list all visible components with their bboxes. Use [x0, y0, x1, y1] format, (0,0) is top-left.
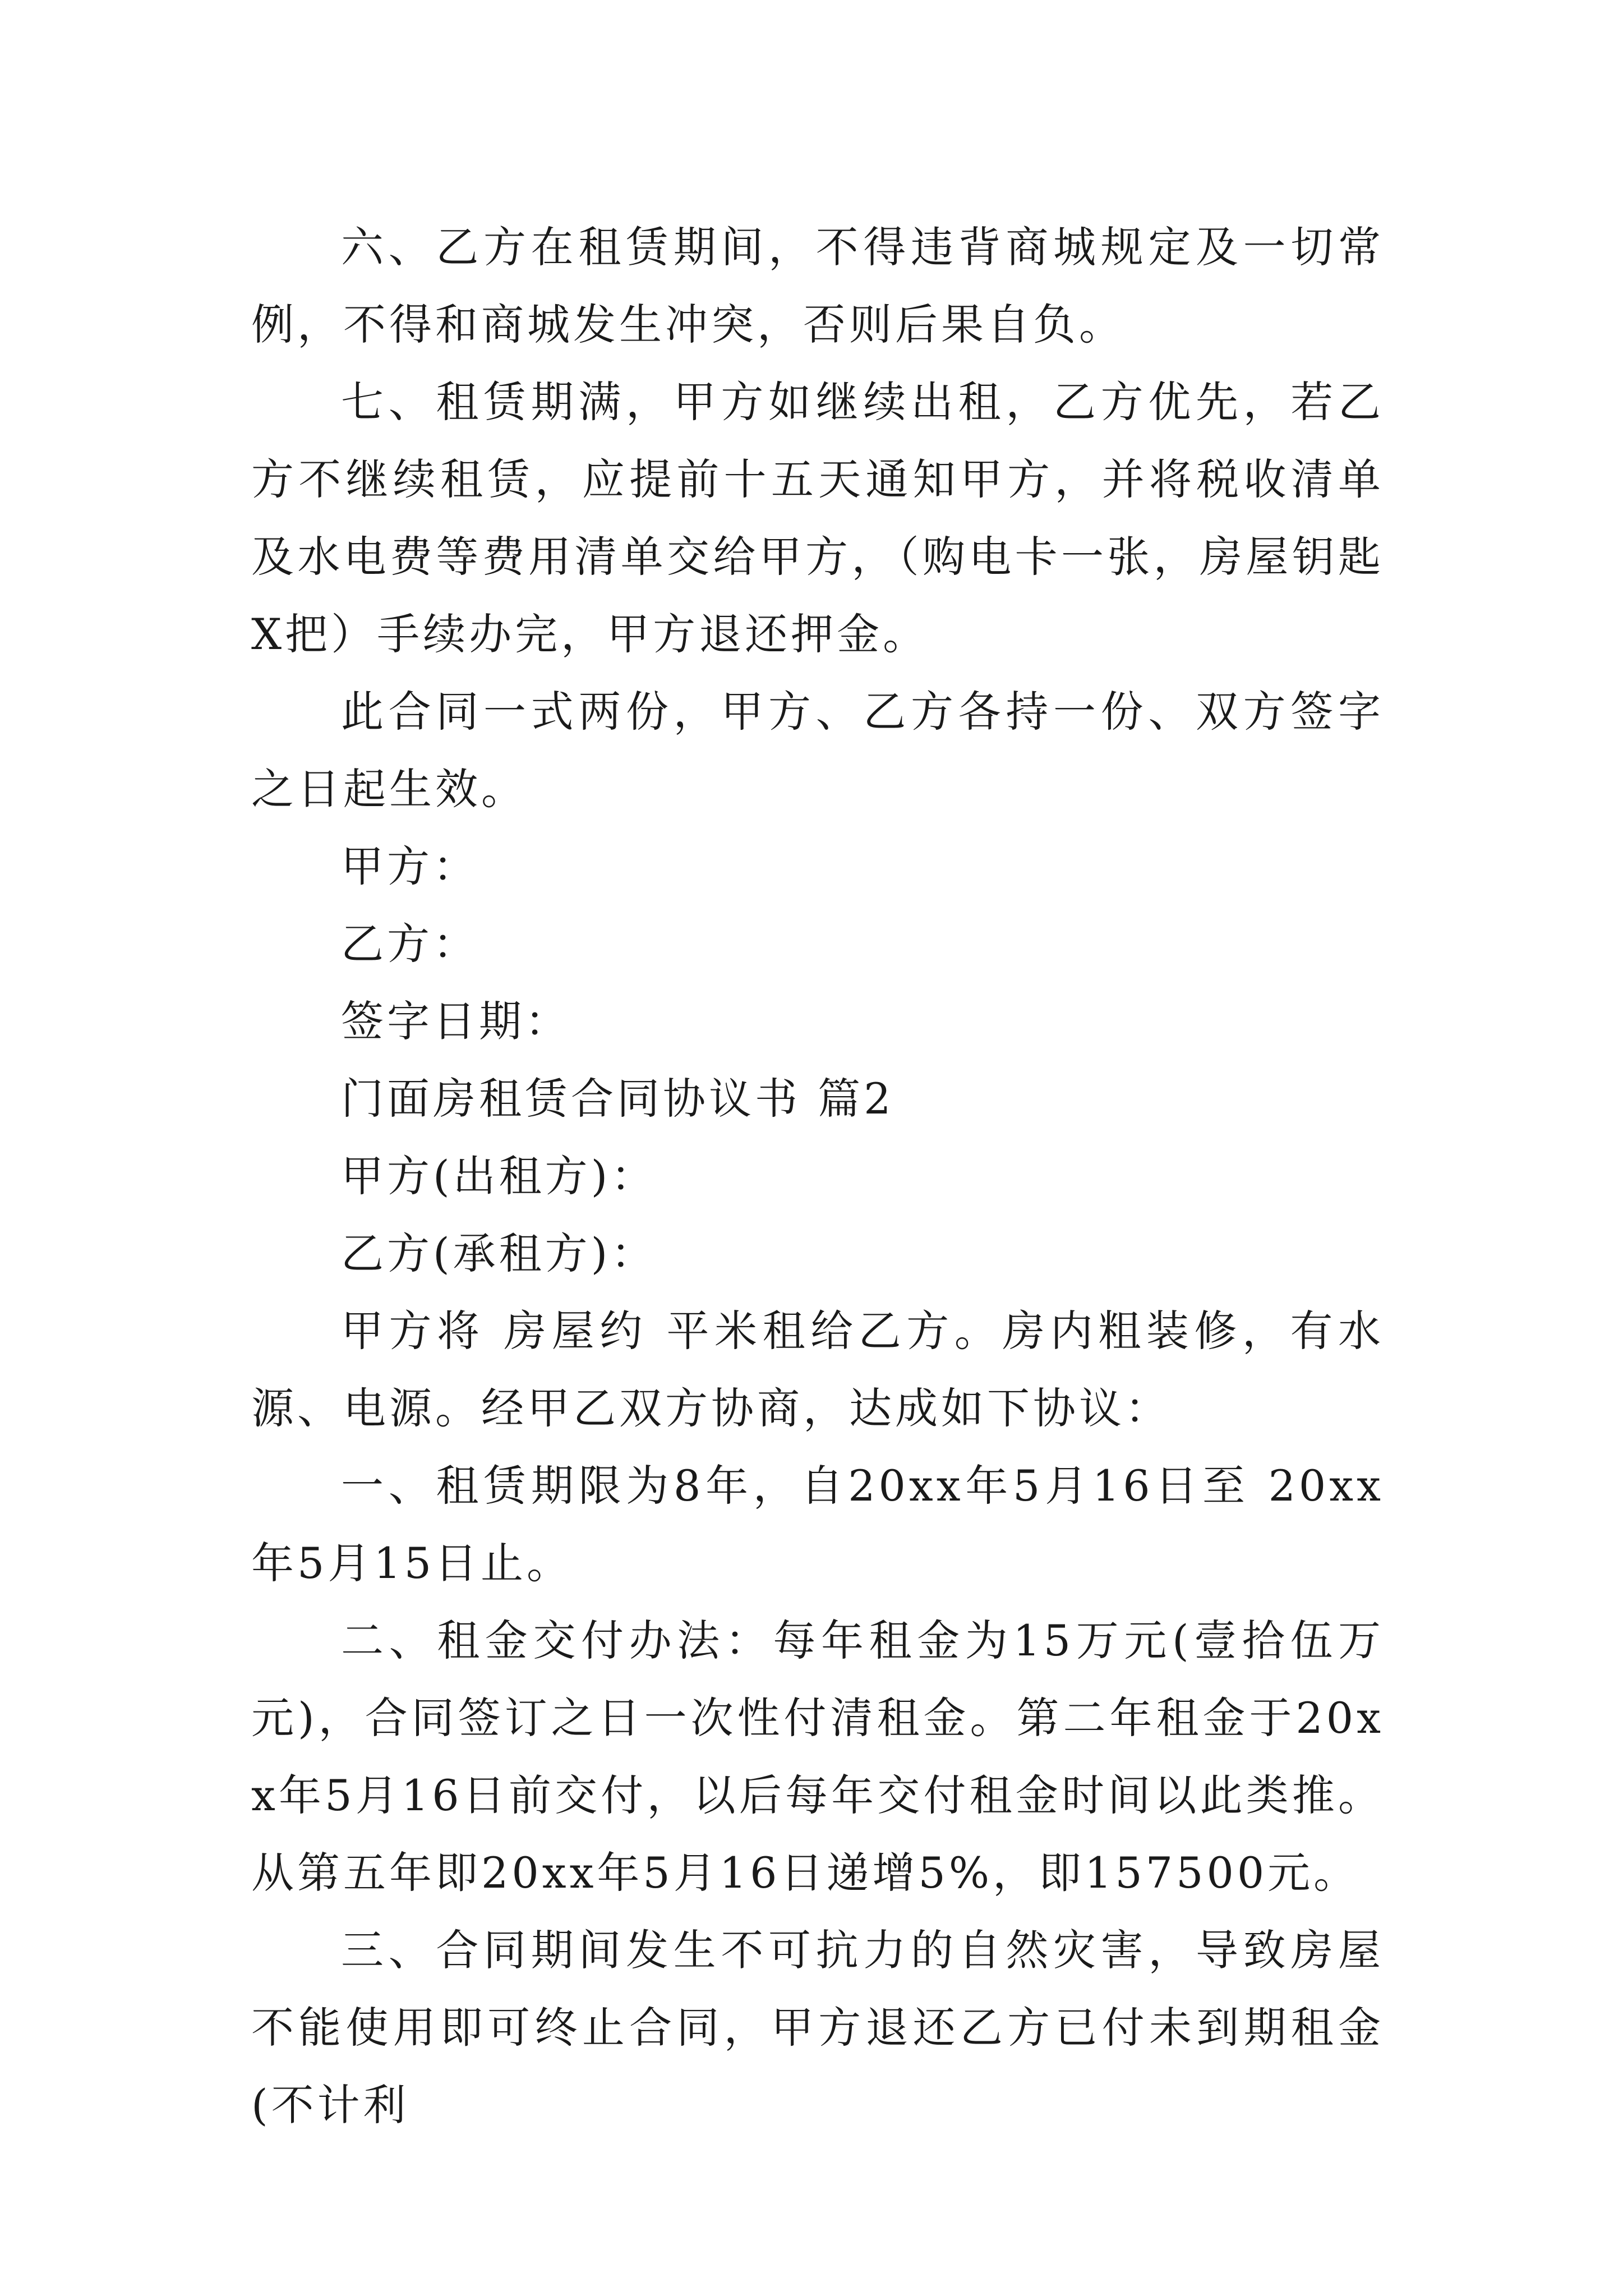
signature-party-b: 乙方：	[341, 919, 479, 969]
copies-clause: 此合同一式两份，甲方、乙方各持一份、双方签字之日起生效。	[251, 687, 1384, 814]
document-body	[251, 209, 1384, 2144]
clause-two: 二、租金交付办法：每年租金为15万元(壹拾伍万元)，合同签订之日一次性付清租金。第二年租金于20xx年5月16日前交付，以后每年交付租金时间以此类推。从第五年即20xx年5月16日递增5%，即157500元。	[251, 1616, 1384, 1898]
clause-one: 一、租赁期限为8年，自20xx年5月16日至 20xx年5月15日止。	[251, 1461, 1384, 1588]
clause-seven: 七、租赁期满，甲方如继续出租，乙方优先，若乙方不继续租赁，应提前十五天通知甲方，并将税收清单及水电费等费用清单交给甲方，（购电卡一张，房屋钥匙X把）手续办完，甲方退还押金。	[251, 377, 1384, 659]
signature-date: 签字日期：	[341, 996, 571, 1046]
lessee-label: 乙方(承租方)：	[341, 1228, 657, 1278]
intro-paragraph: 甲方将 房屋约 平米租给乙方。房内粗装修，有水源、电源。经甲乙双方协商，达成如下协议：	[251, 1306, 1384, 1433]
clause-three: 三、合同期间发生不可抗力的自然灾害，导致房屋不能使用即可终止合同，甲方退还乙方已付未到期租金(不计利	[251, 1925, 1384, 2130]
signature-party-a: 甲方：	[341, 841, 479, 891]
lessor-label: 甲方(出租方)：	[341, 1151, 657, 1201]
section-title: 门面房租赁合同协议书 篇2	[341, 1074, 895, 1124]
clause-six: 六、乙方在租赁期间，不得违背商城规定及一切常例，不得和商城发生冲突，否则后果自负。	[251, 222, 1384, 349]
